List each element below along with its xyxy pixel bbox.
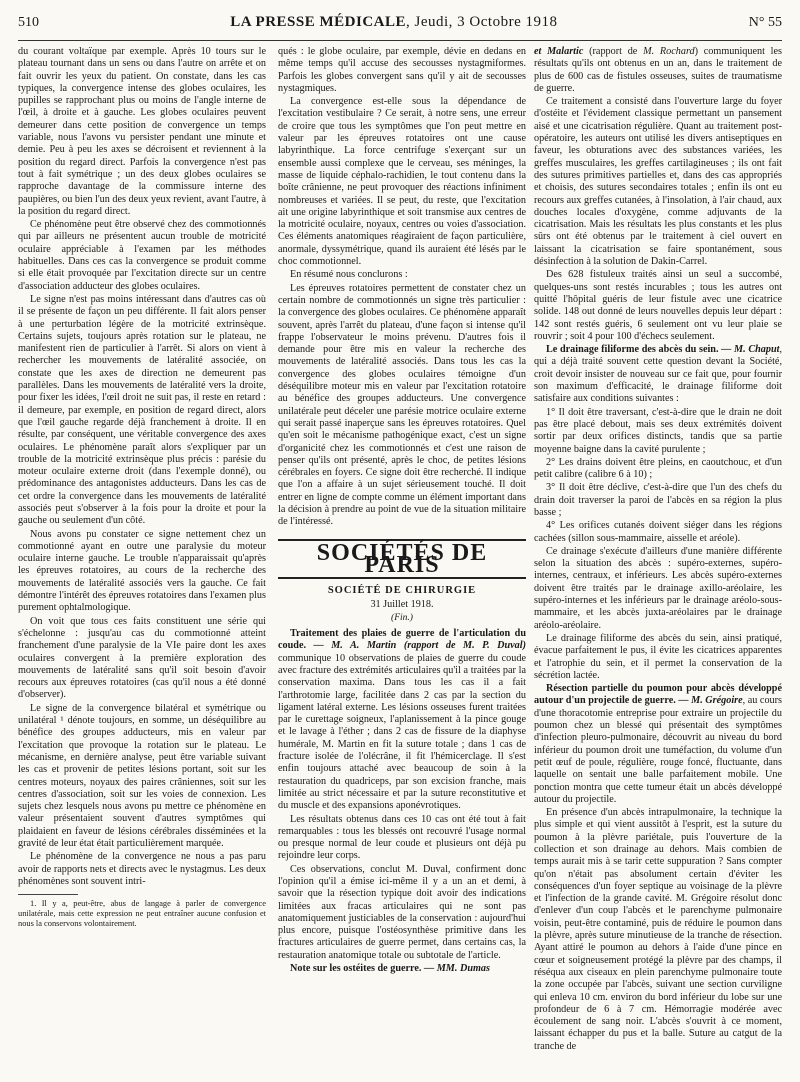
- meeting-date: 31 Juillet 1918.: [370, 599, 434, 611]
- article-title: Note sur les ostéites de guerre.: [290, 963, 422, 975]
- paragraph: Le drainage filiforme des abcès du sein, ainsi pratiqué, évacue parfaitement le pus, il évite les cicatrices apparentes et l'atrophie du sein, et il permet la conservation de la sécrétion lactée.: [534, 632, 782, 681]
- article-paragraph: [534, 344, 782, 405]
- paragraph: La convergence est-elle sous la dépendance de l'excitation vestibulaire ? Ce serait, à notre sens, une erreur de croire que tous les symptômes que l'on peut mettre en valeur par les épreuves rotatoires ont une cause labyrinthique. La force centrifuge s'exerçant sur un ensemble aussi complexe que le cerveau, ses méninges, la masse de liquide céphalo-rachidien, le tout contenu dans la boîte crânienne, ne peut provoquer des réactions infiniment nombreuses et variées. Il se peut, du reste, que l'excitation ait une origine labyrinthique et soit transmise aux centres de la motricité oculaire, noyaux, centres ou voies d'association. Ces éléments anatomiques réagiraient de façon particulière, anormale, dyssymétrique, quand ils auraient été lésés par le choc commotionnel.: [278, 96, 526, 268]
- journal-title: LA PRESSE MÉDICALE: [230, 14, 406, 30]
- article-authors: — M. A. Martin (rapport de M. P. Duval): [306, 640, 526, 652]
- column-left: [18, 46, 266, 1076]
- masthead: [230, 14, 557, 31]
- paragraph: Le signe n'est pas moins intéressant dans d'autres cas où il se présente de façon un peu différente. Il fait alors penser à une perturbation légère de la motricité extrinsèque. Certains sujets, toujours après rotation sur le plateau, ne manifestent rien de particulier à l'arrêt. Si alors on vient à rechercher les mouvements de latéralité associée, on constate que les axes de direction ne demeurent pas parallèles. Dans les mouvements de latéralité vers la droite, pour fixer les idées, l'œil droit ne suit pas, il reste en retard : il demeure, par exemple, en position de regard direct, alors que l'œil gauche regarde déjà franchement à droite. Il en résulte, par conséquent, une véritable convergence des axes oculaires. Le phénomène paraît alors s'expliquer par un trouble de la motricité extrinsèque plus précis : parésie du moteur oculaire externe droit (dans l'exemple donné), ou prédominance des antagonistes adducteurs. Dans les cas de cet ordre la convergence dans les mouvements de latéralité associés peut s'observer à la fois pour la droite et pour la gauche ou seulement d'un côté.: [18, 293, 266, 527]
- issue-date: , Jeudi, 3 Octobre 1918: [406, 14, 558, 30]
- paragraph: Ce traitement a consisté dans l'ouverture large du foyer d'ostéite et l'évidement classique permettant un pansement aisé et une cicatrisation régulière. Quant au traitement post-opératoire, les auteurs ont utilisé les divers antiseptiques en faveur, les obturations avec des substances variées, les greffes musculaires, les greffes cartilagineuses ; ils ont fait des sutures primitives partielles et, dans des cas appropriés et choisis, des sutures secondaires totales ; enfin ils ont eu recours aux greffes cutanées, à l'insolation, à l'air chaud, aux douches locales d'oxygène, comme adjuvants de la cicatrisation. Mais les résultats les plus constants et les plus sûrs ont été obtenus par le traitement à ciel ouvert en laissant la cicatrisation se faire spontanément, sous désinfection à la solution de Dakin-Carrel.: [534, 96, 782, 268]
- issue-number: N° 55: [748, 15, 782, 30]
- article-authors: — M. Chaput: [718, 344, 780, 356]
- column-middle: [278, 46, 526, 1076]
- paragraph: Nous avons pu constater ce signe nettement chez un commotionné ayant en outre une paralysie du moteur oculaire interne gauche. Le trouble n'apparaissait qu'après les épreuves rotatoires, au cours de la recherche des mouvements de latéralité associés vers la gauche. Ce fait démontre l'intérêt des épreuves rotatoires dans l'examen plus purement ophtalmologique.: [18, 528, 266, 614]
- rapporteur: M. Rochard: [643, 46, 695, 57]
- paragraph: qués : le globe oculaire, par exemple, dévie en dedans en même temps qu'il accuse des secousses nystagmiformes. Parfois les globes convergent sans qu'il y ait de secousses nystagmiques.: [278, 46, 526, 94]
- paragraph: Le signe de la convergence bilatéral et symétrique ou unilatéral ¹ dénote toujours, en somme, un déséquilibre au bénéfice des groupes adducteurs, mis en valeur par l'excitation que provoque la rotation sur le plateau. Le mécanisme, en dernière analyse, peut être variable suivant les cas et provenir de petites lésions portant, soit sur les centres moteurs, noyaux des paires crâniennes, soit sur les centres d'association, soit sur les voies de connexion. Les sujets chez lesquels nous avons pu mettre ce phénomène en valeur présentaient souvent d'autres symptômes qui plaidaient en faveur de lésions cérébrales disséminées et la gravité de leur état était particulièrement marquée.: [18, 702, 266, 849]
- list-item: 3° Il doit être déclive, c'est-à-dire que l'un des chefs du drain doit traverser la paroi de l'abcès en sa région la plus basse ;: [534, 482, 782, 518]
- paragraph: Les épreuves rotatoires permettent de constater chez un certain nombre de commotionnés un signe très particulier : la convergence des globes oculaires. Ce phénomène apparaît souvent, après l'arrêt du plateau, d'une façon si intense qu'il frappe l'observateur le moins prévenu. D'autres fois il demande pour être mis en valeur la recherche des mouvements de latéralité associés. Dans tous les cas la convergence des globes oculaires témoigne d'un déséquilibre moteur mis en valeur par l'excitation rotatoire au bénéfice des groupes adducteurs. Une convergence unilatérale peut déceler une parésie motrice oculaire externe qui serait passé inaperçue sans les épreuves rotatoires. Quel qu'en soit le mécanisme pathogénique exact, c'est un signe d'organicité chez les commotionnés et c'est une raison de penser qu'ils ont présenté, après le choc, de petites lésions cérébrales en foyers. Ce signe doit être recherché. Il indique que l'on a affaire à un sujet sérieusement touché. Il doit entrer en ligne de compte comme un élément important dans la décision à prendre au point de vue de la situation militaire de l'intéressé.: [278, 282, 526, 528]
- article-title: Le drainage filiforme des abcès du sein.: [546, 344, 719, 356]
- article-authors: et Malartic: [534, 46, 584, 57]
- article-body: communique 10 observations de plaies de guerre du coude avec fracture des extrémités articulaires qu'il a traitées par la conservation maxima. Dans tous les cas il a fait l'arthrotomie large, facilitée dans 2 cas par la section du ligament latéral externe. Les lésions osseuses furent traitées par le curettage soigneux, l'aplanissement à la pince gouge et le lavage à l'éther ; dans 2 cas de fissure de la diaphyse humérale, M. Martin en fit la suture totale ; dans 1 cas de fracture isolée de l'olécrâne, il fit l'hémicerclage. Il s'est enfin toujours attaché avec beaucoup de soin à la restauration du quadriceps, par son excision franche, mais limitée au strict nécessaire et par la suture reconstitutive et du muscle et des expansions aponévrotiques.: [278, 652, 526, 812]
- paragraph: [534, 46, 782, 95]
- article-body: , qui a déjà traité souvent cette question devant la Société, croit devoir insister de nouveau sur ce fait que, pour fournir son maximum d'efficacité, le drainage filiforme doit satisfaire aux conditions suivantes :: [534, 344, 782, 405]
- text-run: (rapport de: [583, 46, 644, 57]
- paragraph: Ce phénomène peut être observé chez des commotionnés qui par ailleurs ne présentent aucun trouble de motricité oculaire appréciable à l'examen par les méthodes habituelles. Dans ces cas la convergence se produit comme si elle était provoquée par l'excitation directe sur un centre d'association adducteur des globes oculaires.: [18, 219, 266, 292]
- article-authors: — MM. Dumas: [421, 963, 490, 975]
- article-title: Résection partielle du poumon pour abcès développé autour d'un projectile de guerre.: [534, 683, 782, 707]
- paragraph: On voit que tous ces faits constituent une série qui s'échelonne : jusqu'au cas du commotionné atteint franchement d'une paralysie de la VIe paire dont les axes oculaires convergent à la première exploration des mouvements de latéralité sans qu'il soit besoin d'avoir recours aux épreuves rotatoires (cas qu'il nous a été donné d'observer).: [18, 615, 266, 701]
- section-title: SOCIÉTÉS DE PARIS: [316, 539, 488, 578]
- article-paragraph: [278, 628, 526, 812]
- list-item: 2° Les drains doivent être pleins, en caoutchouc, et d'un petit calibre (calibre 6 à 10) ;: [534, 456, 782, 481]
- list-item: 4° Les orifices cutanés doivent siéger dans les régions cachées (sillon sous-mammaire, aisselle et aréole).: [534, 520, 782, 544]
- footnote-rule: [18, 894, 78, 895]
- article-paragraph: [278, 963, 526, 975]
- paragraph: Le phénomène de la convergence ne nous a pas paru avoir de rapports nets et directs avec le nystagmus. Les deux phénomènes sont souvent intri-: [18, 851, 266, 887]
- paragraph: En présence d'un abcès intrapulmonaire, la technique la plus simple et qui vient aussitôt à l'esprit, est la suture du poumon à la plèvre pariétale, puis l'ouverture de la collection et son drainage au dehors. Mais combien de temps aurait mis à se tarir cette suppuration ? Sans compter qu'on n'était pas absolument certain d'éviter les conséquences d'un foyer septique au voisinage de la plèvre et l'infection de la grande cavité. M. Grégoire résolut donc d'enlever d'un coup l'abcès et le parenchyme pulmonaire voisin, peut-être contaminé, puis de réduire le poumon dans la plèvre, après suture minutieuse de la tranche de résection. Ayant attiré le poumon au dehors à l'aide d'une pince en cœur et soigneusement protégé la plèvre par des champs, il réséqua aux ciseaux en plein parenchyme pulmonaire toute la zone occupée par l'abcès, suivant une section curviligne qui enleva 10 cm. environ du bord inférieur du lobe sur une profondeur de 6 à 7 cm. Hémorragie modérée avec écoulement de sang noir. L'abcès s'ouvrit à ce moment, laissant échapper du pus et la balle. Suture au catgut de la tranche de: [534, 807, 782, 1052]
- article-body: , au cours d'une thoracotomie entreprise pour extraire un projectile du poumon chez un blessé qui présentait des symptômes d'infection pleuro-pulmonaire, découvrit au niveau du bord inférieur du poumon droit une tuméfaction, du volume d'un petit œuf de poule, régulière, rouge foncé, fluctuante, dans laquelle on sentait une balle parfaitement mobile. Une ponction montra que cette tumeur était un abcès développé autour du projectile.: [534, 695, 782, 805]
- article-title: Traitement des plaies de guerre de l'articulation du coude.: [278, 628, 526, 652]
- article-paragraph: [534, 683, 782, 806]
- paragraph: Ces observations, conclut M. Duval, confirment donc l'opinion qu'il a émise ici-même il y a un an et demi, à savoir que la résection typique doit avoir des indications limitées aux fracas articulaires qui ne sont pas anatomiquement justiciables de la conservation : aujourd'hui plus encore, puisque l'ostéosynthèse primitive dans les fractures articulaires de guerre permet, dans certains cas, la restauration anatomique totale ou subtotale de l'article.: [278, 863, 526, 961]
- article-authors: — M. Grégoire: [675, 695, 743, 707]
- paragraph: du courant voltaïque par exemple. Après 10 tours sur le plateau tournant dans un sens ou dans l'autre on arrête et on fait ouvrir les yeux du patient. On constate, dans les cas typiques, la convergence intense des globes oculaires, les pupilles se rapprochant plus ou moins de l'angle interne de l'œil, à droite et à gauche. Les globes oculaires peuvent demeurer dans cette position de convergence un temps variable, nous l'avons vu persister pendant une minute et demie. Peu à peu les axes se décroisent et reviennent à la position du regard direct. Parfois la convergence n'est pas tout à fait symétrique ; un des deux globes oculaires se rapproche davantage de la commissure interne des paupières, ou bien l'un des deux yeux revient, avant l'autre, à la position du regard direct.: [18, 46, 266, 217]
- footnote: 1. Il y a, peut-être, abus de langage à parler de convergence unilatérale, mais cette expression ne peut entraîner aucune confusion et nous la conservons volontairement.: [18, 899, 266, 929]
- page-header: [18, 14, 782, 36]
- paragraph: Des 628 fistuleux traités ainsi un seul a succombé, quelques-uns sont restés incurables ; tous les autres ont quitté l'hôpital guéris de leur fistule avec une cicatrice solide. 148 out donné de leurs nouvelles depuis leur départ : 142 sont restés guéris, 6 seulement ont vu leur plaie se rouvrir ; soit 4 pour 100 d'échecs seulement.: [534, 269, 782, 342]
- society-heading: SOCIÉTÉ DE CHIRURGIE: [327, 585, 477, 597]
- paragraph: En résumé nous conclurons :: [290, 269, 408, 281]
- page-number: 510: [18, 15, 39, 30]
- continuation-note: (Fin.): [391, 612, 413, 623]
- paragraph: Ce drainage s'exécute d'ailleurs d'une manière différente selon la situation des abcès : supéro-externes, supéro-internes, centraux, et inférieurs. Les abcès supéro-externes doivent être traités par le drainage axillo-aréolaire, les supéro-internes et les inférieurs par le drainage aréolo-sous-mammaire, et les abcès juxta-aréolaires par le drainage aréolo-aréolaire.: [534, 545, 782, 631]
- column-right: [534, 46, 782, 1076]
- header-rule: [18, 40, 782, 41]
- list-item: 1° Il doit être traversant, c'est-à-dire que le drain ne doit pas être placé debout, mais ses deux extrémités doivent sortir par deux orifices distincts, tandis que sa partie moyenne baigne dans la cavité purulente ;: [534, 406, 782, 455]
- section-banner: [278, 539, 526, 580]
- text-run: ) communiquent les résultats qu'ils ont obtenus en un an, dans le traitement de plus de 600 cas de fistules osseuses, suites de traumatisme de guerre.: [534, 46, 782, 94]
- paragraph: Les résultats obtenus dans ces 10 cas ont été tout à fait remarquables : tous les blessés ont recouvré l'usage normal ou presque normal de leur coude et plusieurs ont déjà pu rejoindre leur corps.: [278, 813, 526, 862]
